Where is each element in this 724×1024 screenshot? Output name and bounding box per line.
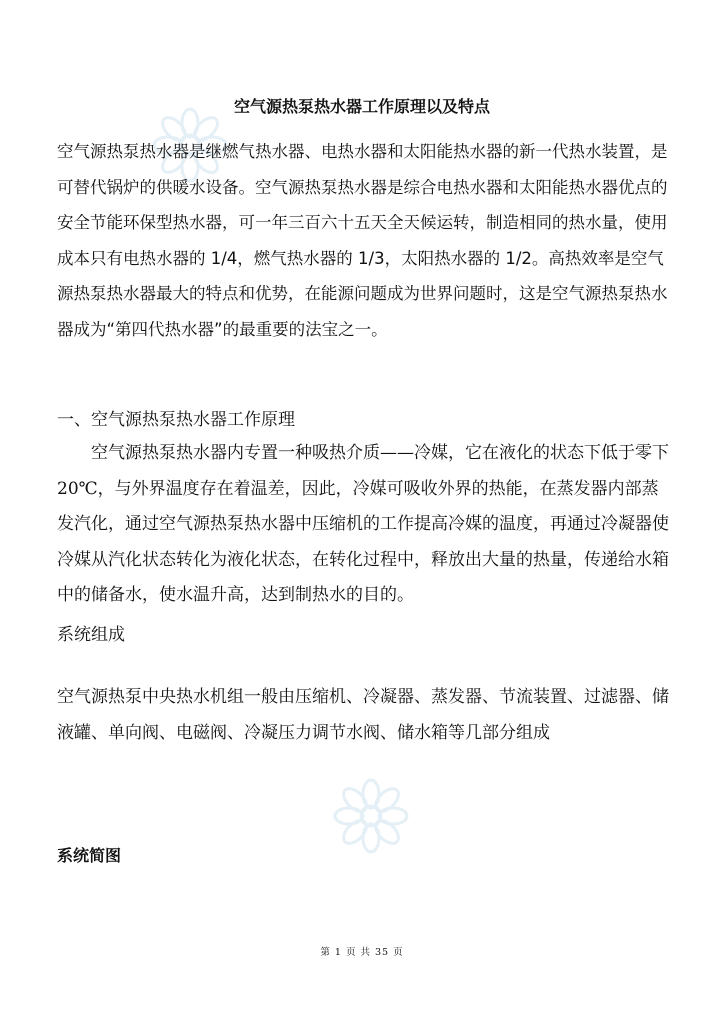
intro-paragraph: 空气源热泵热水器是继燃气热水器、电热水器和太阳能热水器的新一代热水装置，是可替代锅炉的供暖水设备。空气源热泵热水器是综合电热水器和太阳能热水器优点的安全节能环保型热水器，可一年三百六十五天全天候运转，制造相同的热水量，使用成本只有电热水器的 1/4，燃气热水器的 1/3，太阳热水器的 1/2。高热效率是空气源热泵热水器最大的特点和优势，在能源问题成为世界问题时，这是空气源热泵热水器成为“第四代热水器”的最重要的法宝之一。: [57, 142, 668, 339]
document-title: 空气源热泵热水器工作原理以及特点: [233, 97, 490, 116]
watermark-flower-icon: [331, 776, 411, 856]
working-principle-paragraph: 空气源热泵热水器内专置一种吸热介质——冷媒，它在液化的状态下低于零下 20℃，与外界温度存在着温差，因此，冷媒可吸收外界的热能，在蒸发器内部蒸发汽化，通过空气源热泵热水器中压缩机的工作提高冷媒的温度，再通过冷凝器使冷媒从汽化状态转化为液化状态，在转化过程中，释放出大量的热量，传递给水箱中的储备水，使水温升高，达到制热水的目的。: [57, 443, 669, 605]
system-composition-paragraph: 空气源热泵中央热水机组一般由压缩机、冷凝器、蒸发器、节流装置、过滤器、储液罐、单向阀、电磁阀、冷凝压力调节水阀、储水箱等几部分组成: [57, 687, 669, 743]
page-footer: 第 1 页 共 35 页: [320, 947, 404, 958]
section-heading-working-principle: 一、空气源热泵热水器工作原理: [57, 410, 295, 430]
system-diagram-heading: 系统简图: [57, 846, 122, 865]
section-heading-system-composition: 系统组成: [57, 625, 125, 645]
